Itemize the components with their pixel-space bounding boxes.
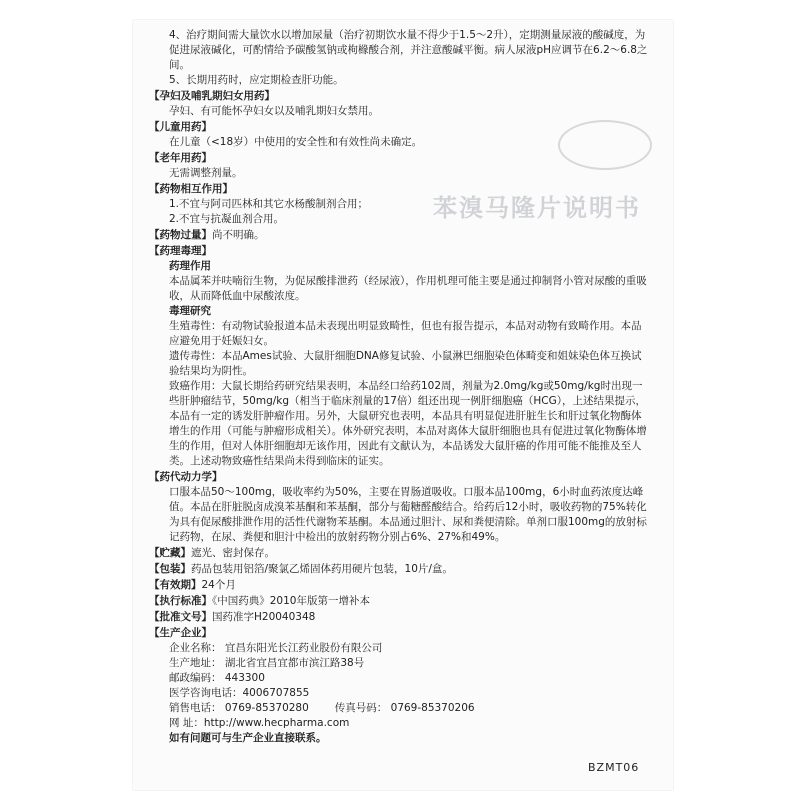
standard-row (149, 594, 649, 609)
pharmacology-text: 本品属苯并呋喃衍生物，为促尿酸排泄药（经尿液），作用机理可能主要是通过抑制肾小管对尿酸的重吸收，从而降低血中尿酸浓度。 (169, 275, 647, 302)
overdose-heading: 【药物过量】 (149, 229, 212, 241)
precaution-item-4: 4、治疗期间需大量饮水以增加尿量（治疗初期饮水量不得少于1.5～2升），定期测量尿液的酸碱度，为促进尿液碱化，可酌情给予碳酸氢钠或枸橼酸合剂，并注意酸碱平衡。病人尿液pH应调节在6.2～6.8之间。 (169, 29, 648, 71)
company-fax: 传真号码： 0769-85370206 (334, 702, 475, 714)
interaction-item-1: 1.不宜与阿司匹林和其它水杨酸制剂合用； (169, 198, 369, 210)
standard-text: 《中国药典》2010年版第一增补本 (212, 595, 370, 607)
approval-heading: 【批准文号】 (149, 611, 212, 623)
approval-text: 国药准字H20040348 (212, 611, 316, 623)
children-text: 在儿童（<18岁）中使用的安全性和有效性尚未确定。 (169, 136, 423, 148)
pregnancy-heading: 【孕妇及哺乳期妇女用药】 (149, 90, 275, 102)
overdose-text: 尚不明确。 (212, 229, 265, 241)
toxicology-title: 毒理研究 (169, 305, 211, 317)
company-sales-phone: 销售电话： 0769-85370280 (169, 702, 309, 714)
package-heading: 【包装】 (149, 563, 191, 575)
bleed-through-title: 苯溴马隆片说明书 (433, 194, 641, 222)
children-heading: 【儿童用药】 (149, 121, 212, 133)
standard-heading: 【执行标准】 (149, 595, 212, 607)
company-website: 网 址：http://www.hecpharma.com (169, 717, 350, 729)
manufacturer-heading: 【生产企业】 (149, 627, 212, 639)
pharmacology-title: 药理作用 (169, 260, 211, 272)
reproductive-toxicity-text: 生殖毒性：有动物试验报道本品未表现出明显致畸性，但也有报告提示，本品对动物有致畸作用。本品应避免用于妊娠妇女。 (169, 320, 642, 347)
interaction-heading: 【药物相互作用】 (149, 183, 233, 195)
pk-heading: 【药代动力学】 (149, 471, 223, 483)
overdose-row (149, 228, 649, 243)
package-text: 药品包装用铝箔/聚氯乙烯固体药用硬片包装，10片/盒。 (191, 563, 453, 575)
validity-row (149, 578, 649, 593)
elderly-heading: 【老年用药】 (149, 152, 212, 164)
validity-text: 24个月 (201, 579, 236, 591)
storage-heading: 【贮藏】 (149, 547, 191, 559)
toxicology-heading: 【药理毒理】 (149, 245, 212, 257)
print-code: BZMT06 (588, 761, 640, 774)
precaution-item-5: 5、长期用药时，应定期检查肝功能。 (169, 74, 344, 86)
storage-text: 遮光、密封保存。 (191, 547, 275, 559)
pk-text: 口服本品50～100mg，吸收率约为50%，主要在胃肠道吸收。口服本品100mg，6小时血药浓度达峰值。本品在肝脏脱卤成溴苯基酮和苯基酮，部分与葡糖醛酸结合。给药后12小时，吸收药物的75%转化为具有促尿酸排泄作用的活性代谢物苯基酮。本品通过胆汁、尿和粪便清除。单剂口服100mg的放射标记药物，在尿、粪便和胆汁中检出的放射药物分别占6%、27%和49%。 (169, 486, 647, 543)
company-sales-fax-row (149, 701, 649, 716)
company-consult-phone: 医学咨询电话：4006707855 (169, 687, 310, 699)
interaction-item-2: 2.不宜与抗凝血剂合用。 (169, 213, 285, 225)
validity-heading: 【有效期】 (149, 579, 202, 591)
company-address: 生产地址： 湖北省宜昌宜都市滨江路38号 (169, 657, 365, 669)
company-postcode: 邮政编码： 443300 (169, 672, 265, 684)
approval-row (149, 610, 649, 625)
carcinogenicity-text: 致癌作用：大鼠长期给药研究结果表明，本品经口给药102周，剂量为2.0mg/kg或50mg/kg时出现一些肝肿瘤结节，50mg/kg（相当于临床剂量的17倍）组还出现一例肝细胞癌（HCG），上述结果提示，本品有一定的诱发肝肿瘤作用。另外，大鼠研究也表明，本品具有明显促进肝脏生长和肝过氧化物酶体增生的作用（可能与肿瘤形成相关）。体外研究表明，本品对离体大鼠肝细胞也具有促进过氧化物酶体增生的作用，但对人体肝细胞却无该作用，因此有文献认为，本品诱发大鼠肝癌的作用可能不能推及至人类。上述动物致癌性结果尚未得到临床的证实。 (169, 380, 647, 467)
elderly-text: 无需调整剂量。 (169, 167, 243, 179)
storage-row (149, 546, 649, 561)
company-name: 企业名称： 宜昌东阳光长江药业股份有限公司 (169, 642, 383, 654)
leaflet-content (149, 28, 649, 746)
contact-note: 如有问题可与生产企业直接联系。 (169, 732, 327, 744)
pregnancy-text: 孕妇、有可能怀孕妇女以及哺乳期妇女禁用。 (169, 105, 379, 117)
package-row (149, 562, 649, 577)
genotoxicity-text: 遗传毒性：本品Ames试验、大鼠肝细胞DNA修复试验、小鼠淋巴细胞染色体畸变和姐妹染色体互换试验结果均为阴性。 (169, 350, 642, 377)
